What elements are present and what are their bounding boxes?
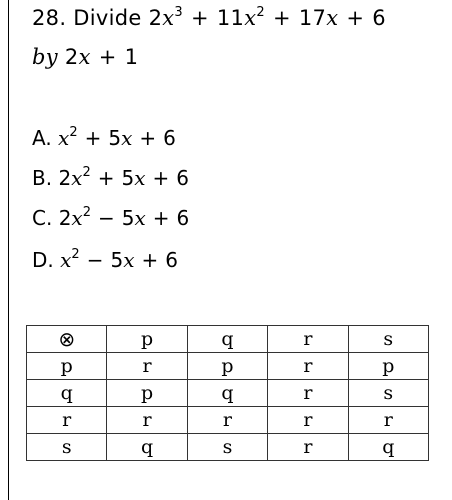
table-cell: p	[107, 380, 187, 407]
operation-table	[26, 325, 429, 461]
table-row	[27, 353, 429, 380]
table-cell: r	[268, 380, 348, 407]
table-cell: r	[27, 407, 107, 434]
table-cell: r	[268, 353, 348, 380]
table-cell: q	[107, 434, 187, 461]
table-row	[27, 434, 429, 461]
table-cell: s	[348, 380, 428, 407]
option-a[interactable]: A. $x^2 + 5x + 6$	[32, 125, 176, 150]
question-divisor-line	[32, 43, 138, 71]
table-cell: r	[107, 407, 187, 434]
table-cell: s	[187, 434, 267, 461]
table-header-cell: q	[187, 326, 267, 353]
table-cell: q	[27, 380, 107, 407]
table-header-row	[27, 326, 429, 353]
option-d[interactable]: D. $x^2 - 5x + 6$	[32, 247, 178, 272]
left-margin-rule	[8, 0, 9, 500]
option-c[interactable]: C. $2x^2 - 5x + 6$	[32, 205, 190, 230]
table-cell: r	[348, 407, 428, 434]
table-cell: p	[27, 353, 107, 380]
table-cell: p	[348, 353, 428, 380]
table-cell: r	[268, 434, 348, 461]
table-header-cell: r	[268, 326, 348, 353]
otimes-symbol: ⊗	[27, 326, 107, 353]
divisor: 2x + 1	[64, 45, 139, 69]
table-cell: q	[187, 380, 267, 407]
table-cell: r	[107, 353, 187, 380]
dividend: $2x^3 + 11x^2 + 17x + 6$	[148, 5, 386, 30]
option-b[interactable]: B. $2x^2 + 5x + 6$	[32, 165, 190, 190]
table-row	[27, 380, 429, 407]
table-cell: s	[27, 434, 107, 461]
table-cell: r	[187, 407, 267, 434]
table-header-cell: s	[348, 326, 428, 353]
table-cell: p	[187, 353, 267, 380]
table-cell: q	[348, 434, 428, 461]
table-cell: r	[268, 407, 348, 434]
by-word: by	[32, 45, 58, 69]
table-row	[27, 407, 429, 434]
question-prefix: 28. Divide	[32, 6, 142, 30]
question-text	[32, 4, 386, 32]
table-header-cell: p	[107, 326, 187, 353]
